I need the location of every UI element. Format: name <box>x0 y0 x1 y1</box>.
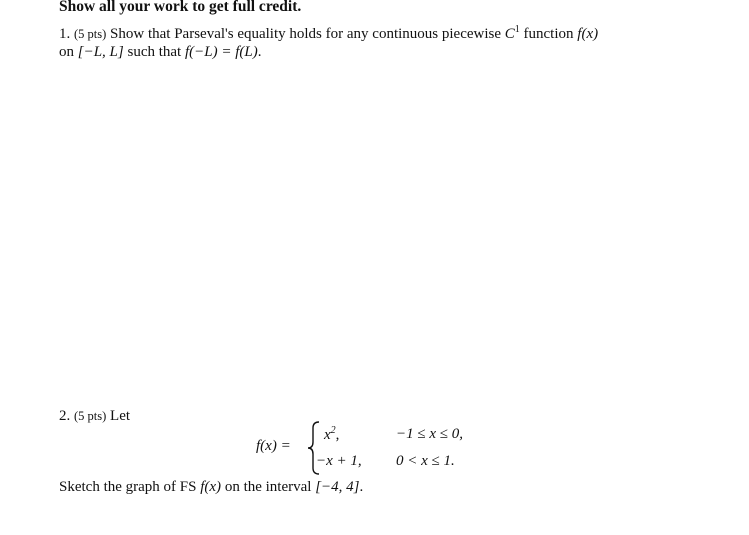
problem-2-number: 2. <box>59 408 71 424</box>
c-superscript: 1 <box>514 24 520 35</box>
case-1-condition: −1 ≤ x ≤ 0, <box>396 426 463 442</box>
piecewise-function-definition <box>250 420 510 476</box>
function-word: function <box>519 26 578 42</box>
problem-2-sketch-instruction <box>59 479 363 496</box>
problem-2-let: Let <box>110 408 131 424</box>
problem-1-points: (5 pts) <box>74 27 107 41</box>
on-word: on <box>59 44 78 60</box>
problem-1-number: 1. <box>59 26 71 42</box>
sketch-on-word: on the interval <box>221 479 316 495</box>
problem-2-intro <box>59 408 130 425</box>
function-lhs: f(x) = <box>256 438 291 454</box>
problem-1-text: Show that Parseval's equality holds for any continuous piecewise <box>110 26 505 42</box>
sketch-interval: [−4, 4] <box>315 479 360 495</box>
case-2-condition: 0 < x ≤ 1. <box>396 453 455 469</box>
sketch-text: Sketch the graph of FS <box>59 479 201 495</box>
problem-1-fx: f(x) <box>577 26 599 42</box>
problem-1-interval: [−L, L] <box>77 44 124 60</box>
problem-1-line-1 <box>59 24 598 43</box>
problem-1-condition: f(−L) = f(L) <box>184 44 258 60</box>
problem-1-period: . <box>257 44 262 60</box>
c-symbol: C <box>504 26 515 42</box>
problem-1-line-2 <box>59 44 261 61</box>
case-1-expression: $x^2$, <box>324 425 340 443</box>
sketch-fx: f(x) <box>200 479 222 495</box>
instructions-heading: Show all your work to get full credit. <box>59 0 302 15</box>
sketch-period: . <box>359 479 364 495</box>
problem-2-points: (5 pts) <box>74 409 107 423</box>
such-that-word: such that <box>123 44 185 60</box>
case-2-expression: −x + 1, <box>316 453 362 469</box>
